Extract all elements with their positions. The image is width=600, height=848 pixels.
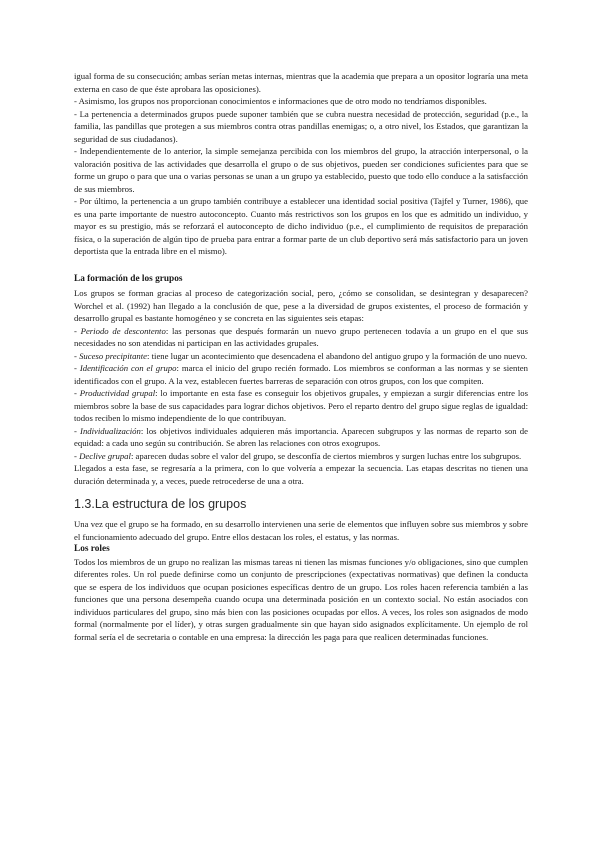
- stage-description: : lo importante en esta fase es conseguir los objetivos grupales, y empiezan a surgir diferencias entre los miembros sobre la base de sus capacidades para lograr dichos objetivos. Pero el reparto dentro del grupo sigue reglas de igualdad: todos reciben lo mismo independiente de lo que contribuyan.: [74, 388, 528, 423]
- stage-prefix: -: [74, 325, 81, 336]
- stage-term: Suceso precipitante: [79, 350, 148, 361]
- paragraph-formacion-cierre: Llegados a esta fase, se regresaría a la primera, con lo que volvería a empezar la secuencia. Las etapas descritas no tienen una duración determinada y, a veces, puede retrocederse de una a otra.: [74, 463, 528, 486]
- paragraph-identidad-social: - Por último, la pertenencia a un grupo también contribuye a establecer una identidad social positiva (Tajfel y Turner, 1986), que es una parte importante de nuestro autoconcepto. Cuanto más restrictivos son los grupos en los que es admitido un individuo, y mayor es su prestigio, más se reforzará el autoconcepto de dicho individuo (p.e., el cumplimiento de requisitos de preparación física, o la superación de algún tipo de prueba para entrar a formar parte de un club deportivo será más satisfactorio para un joven deportista que la entrada libre en el mismo).: [74, 196, 528, 256]
- heading-formacion: La formación de los grupos: [74, 273, 183, 284]
- stage-term: Individualización: [80, 425, 141, 436]
- stages-list: [74, 325, 528, 463]
- stage-prefix: -: [74, 350, 80, 361]
- stage-item: [74, 325, 528, 350]
- stage-item: [74, 350, 528, 363]
- stage-item: [74, 387, 528, 425]
- stage-prefix: -: [74, 450, 80, 461]
- stage-term: Declive grupal: [79, 450, 131, 461]
- stage-term: Productividad grupal: [79, 388, 156, 398]
- stage-term: Periodo de descontento: [80, 325, 166, 336]
- stage-description: : marca el inicio del grupo recién formado. Los miembros se conforman a las normas y se sienten identificados con el grupo. A la vez, establecen fuertes barreras de separación con otros grupos, con los que compiten.: [74, 363, 528, 386]
- paragraph-roles: Todos los miembros de un grupo no realizan las mismas tareas ni tienen las mismas funciones y/o obligaciones, sino que cumplen diferentes roles. Un rol puede definirse como un conjunto de prescripciones (expectativas normativas) que definen la conducta que se espera de los individuos que ocupan posiciones específicas dentro de un grupo. Los roles hacen referencia también a las funciones que una persona desempeña cuando ocupa una determinada posición en un contexto social. No están asociados con individuos particulares del grupo, sino más bien con las posiciones ocupadas por ellos. A veces, los roles son asignados de modo formal (normalmente por el líder), y otras surgen gradualmente sin que hayan sido asignados explícitamente. Un ejemplo de rol formal sería el de secretaria o contable en una empresa: la dirección les paga para que realicen determinadas funciones.: [74, 556, 528, 642]
- paragraph-conocimientos: - Asimismo, los grupos nos proporcionan conocimientos e informaciones que de otro modo no tendríamos disponibles.: [74, 96, 487, 106]
- paragraph-proteccion: - La pertenencia a determinados grupos puede suponer también que se cubra nuestra necesidad de protección, seguridad (p.e., la familia, las pandillas que protegen a sus miembros contra otras pandillas enemigas; o, a otro nivel, los Estados, que garantizan la seguridad de sus ciudadanos).: [74, 108, 528, 144]
- paragraph-formacion-intro: Los grupos se forman gracias al proceso de categorización social, pero, ¿cómo se consolidan, se desintegran y desaparecen? Worchel et al. (1992) han llegado a la conclusión de que, pese a la diversidad de grupos existentes, el proceso de formación y desarrollo grupal es bastante homogéneo y se concreta en las siguientes seis etapas:: [74, 288, 528, 323]
- document-page: [74, 70, 528, 643]
- paragraph-meta-internas: igual forma de su consecución; ambas serían metas internas, mientras que la academia que prepara a un opositor lograría una meta externa en caso de que éste aprobara las oposiciones).: [74, 71, 528, 94]
- stage-item: [74, 450, 528, 463]
- stage-prefix: -: [74, 425, 81, 436]
- paragraph-semejanza: - Independientemente de lo anterior, la simple semejanza percibida con los miembros del grupo, la atracción interpersonal, o la valoración positiva de las actividades que desarrolla el grupo o de sus objetivos, pueden ser condiciones suficientes para que se forme un grupo o para que una o varias personas se unan a un grupo ya establecido, puesto que todo ello conduce a la satisfacción de sus miembros.: [74, 146, 528, 194]
- stage-description: : los objetivos individuales adquieren más importancia. Aparecen subgrupos y las normas de reparto son de equidad: a cada uno según su contribución. Se abren las relaciones con otros exogrupos.: [74, 425, 528, 448]
- paragraph-estructura-intro: Una vez que el grupo se ha formado, en su desarrollo intervienen una serie de elementos que influyen sobre sus miembros y sobre el funcionamiento adecuado del grupo. Entre ellos destacan los roles, el estatus, y las normas.: [74, 519, 528, 542]
- stage-description: : aparecen dudas sobre el valor del grupo, se desconfía de ciertos miembros y surgen luchas entre los subgrupos.: [130, 450, 522, 461]
- stage-item: [74, 362, 528, 387]
- stage-description: : las personas que después formarán un nuevo grupo pertenecen todavía a un grupo en el que sus necesidades no son atendidas ni participan en las actividades grupales.: [74, 325, 528, 348]
- heading-estructura: 1.3.La estructura de los grupos: [74, 497, 247, 511]
- stage-prefix: -: [74, 363, 80, 373]
- stage-prefix: -: [74, 388, 80, 398]
- stage-description: : tiene lugar un acontecimiento que desencadena el abandono del antiguo grupo y la formación de uno nuevo.: [147, 350, 528, 361]
- stage-term: Identificación con el grupo: [79, 363, 177, 373]
- heading-roles: Los roles: [74, 544, 110, 554]
- stage-item: [74, 425, 528, 450]
